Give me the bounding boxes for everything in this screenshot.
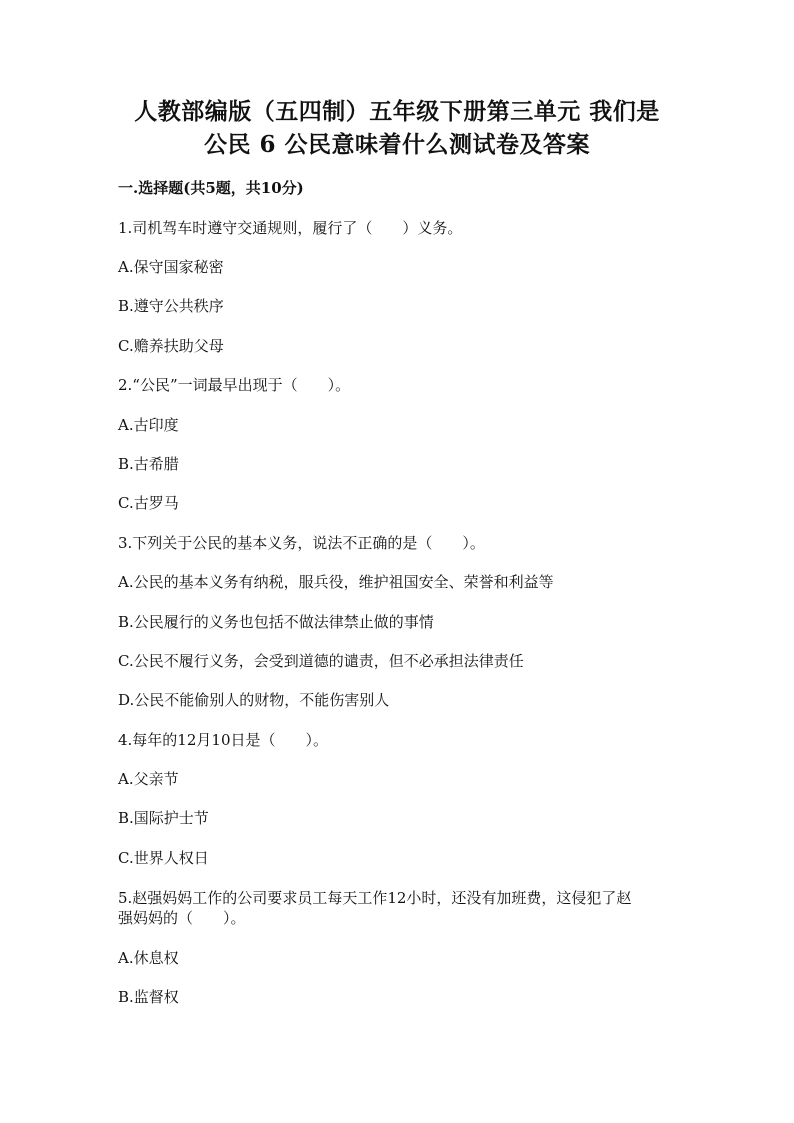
- question-5-stem-line-2: 强妈妈的（ ）。: [118, 909, 246, 927]
- document-title-line-2: 公民 6 公民意味着什么测试卷及答案: [203, 131, 591, 158]
- question-3-option-d: D.公民不能偷别人的财物，不能伤害别人: [118, 691, 390, 709]
- question-3-stem: 3.下列关于公民的基本义务，说法不正确的是（ ）。: [118, 534, 485, 552]
- question-1-option-c: C.赡养扶助父母: [118, 337, 224, 355]
- question-3-option-a: A.公民的基本义务有纳税，服兵役，维护祖国安全、荣誉和利益等: [118, 573, 554, 591]
- question-2-option-a: A.古印度: [118, 416, 179, 434]
- question-4-option-b: B.国际护士节: [118, 809, 209, 827]
- question-5-stem-line-1: 5.赵强妈妈工作的公司要求员工每天工作12小时，还没有加班费，这侵犯了赵: [118, 889, 632, 907]
- section-heading: 一.选择题(共5题，共10分): [118, 179, 304, 197]
- question-3-option-c: C.公民不履行义务，会受到道德的谴责，但不必承担法律责任: [118, 652, 524, 670]
- question-5-option-a: A.休息权: [118, 949, 179, 967]
- question-2-option-b: B.古希腊: [118, 455, 179, 473]
- question-5-option-b: B.监督权: [118, 988, 179, 1006]
- question-1-option-a: A.保守国家秘密: [118, 258, 224, 276]
- question-4-option-a: A.父亲节: [118, 770, 179, 788]
- question-4-stem: 4.每年的12月10日是（ ）。: [118, 731, 328, 749]
- question-1-stem: 1.司机驾车时遵守交通规则，履行了（ ）义务。: [118, 219, 463, 237]
- question-3-option-b: B.公民履行的义务也包括不做法律禁止做的事情: [118, 613, 434, 631]
- question-2-option-c: C.古罗马: [118, 494, 179, 512]
- question-2-stem: 2.“公民”一词最早出现于（ ）。: [118, 376, 351, 394]
- question-4-option-c: C.世界人权日: [118, 849, 209, 867]
- question-1-option-b: B.遵守公共秩序: [118, 297, 224, 315]
- document-title-line-1: 人教部编版（五四制）五年级下册第三单元 我们是: [134, 98, 660, 125]
